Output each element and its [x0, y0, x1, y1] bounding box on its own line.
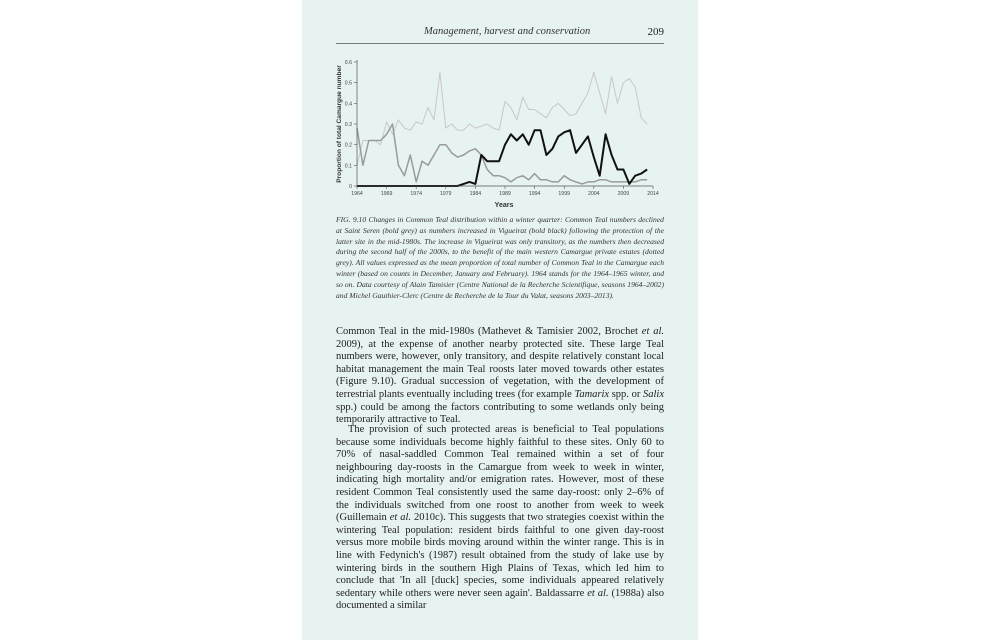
text-run: The provision of such protected areas is beneficial to Teal populations because some individuals become highly faithful to these sites. Only 60 to 70% of nasal-saddled Common Teal remained within a set of four neighbouring day-roosts in the Camargue from week to week in winter, indicating high mortality and/or emigration rates. However, most of these resident Common Teal consistently used the same day-roost: only 2–6% of the individuals switched from one roost to another from week to week (Guillemain	[336, 424, 664, 524]
y-tick-label: 0.1	[344, 163, 352, 170]
plot-lines	[357, 72, 647, 186]
y-tick-label: 0.5	[344, 80, 352, 87]
page-header	[302, 26, 698, 42]
page-number: 209	[647, 26, 664, 38]
teal-distribution-chart	[302, 52, 698, 212]
text-run-italic: et al.	[389, 512, 412, 524]
body-paragraph-1	[336, 326, 664, 427]
x-tick-label: 1964	[351, 191, 363, 197]
text-run: 2010c). This suggests that two strategies coexist within the wintering Teal population: resident birds faithful to one given day-roost versus more mobile birds moving around within the winter range. This is in line with Fedynich's (1987) result obtained from the study of lake use by wintering birds in the southern High Plains of Texas, which led him to conclude that 'In all [duck] species, some individuals appeared relatively sedentary while others were never seen again'. Baldassarre	[336, 512, 664, 599]
x-tick-label: 1994	[528, 191, 541, 197]
text-run-italic: et al.	[641, 326, 664, 337]
text-run: Common Teal in the mid-1980s (Mathevet & Tamisier 2002, Brochet	[336, 326, 642, 337]
body-paragraph-2	[336, 424, 664, 613]
taxon-name: Tamarix	[574, 388, 610, 400]
text-run: spp.) could be among the factors contributing to some wetlands only being temporarily attractive to Teal.	[336, 401, 664, 426]
x-tick-label: 2014	[647, 191, 659, 197]
caption-text: Changes in Common Teal distribution within a winter quarter: Common Teal numbers declined at Saint Seren (bold grey) as numbers increased in Vigueirat (bold black) following the protection of the latter site in the mid-1980s. The increase in Vigueirat was only transitory, as the numbers then decreased during the second half of the 2000s, to the benefit of the main western Camargue private estates (dotted grey). All values expressed as the mean proportion of total number of Common Teal in the Camargue each winter (based on counts in December, January and February). 1964 stands for the 1964–1965 winter, and so on. Data courtesy of Alain Tamisier (Centre National de la Recherche Scientifique, seasons 1964–2002) and Michel Gauthier-Clerc (Centre de Recherche de la Tour du Valat, seasons 2003–2013).	[336, 215, 664, 300]
x-tick-label: 2004	[588, 191, 600, 197]
x-tick-label: 1979	[440, 191, 452, 197]
text-run: spp. or	[609, 388, 643, 400]
x-tick-label: 1969	[380, 191, 393, 197]
y-axis-label: Proportion of total Camargue number	[336, 65, 343, 183]
header-rule	[336, 43, 664, 44]
y-tick-label: 0.3	[344, 122, 352, 128]
book-page	[302, 0, 698, 640]
figure-label: FIG. 9.10	[336, 215, 367, 224]
y-tick-label: 0	[349, 184, 352, 190]
y-tick-label: 0.6	[344, 60, 352, 66]
x-tick-label: 1989	[499, 191, 511, 197]
text-run: 2009), at the expense of another nearby protected site. These large Teal numbers were, however, only transitory, and despite relatively constant local habitat management the main Teal roosts later moved towards other estates (Figure 9.10). Gradual succession of vegetation, with the development of terrestrial plants eventually including trees (for example	[336, 338, 664, 400]
y-tick-label: 0.2	[344, 142, 352, 149]
text-run-italic: et al.	[587, 587, 609, 599]
figure-caption	[336, 215, 664, 301]
y-tick-label: 0.4	[344, 101, 352, 108]
x-tick-label: 2009	[617, 191, 630, 197]
series-line-bold-black	[357, 130, 647, 186]
text-run: (1988a) also documented a similar	[336, 587, 665, 612]
running-title: Management, harvest and conservation	[424, 26, 591, 37]
x-tick-label: 1999	[558, 191, 570, 197]
x-tick-label: 1984	[469, 191, 482, 197]
x-tick-label: 1974	[410, 191, 422, 197]
taxon-name: Salix	[643, 388, 664, 400]
x-axis-label: Years	[494, 202, 514, 209]
